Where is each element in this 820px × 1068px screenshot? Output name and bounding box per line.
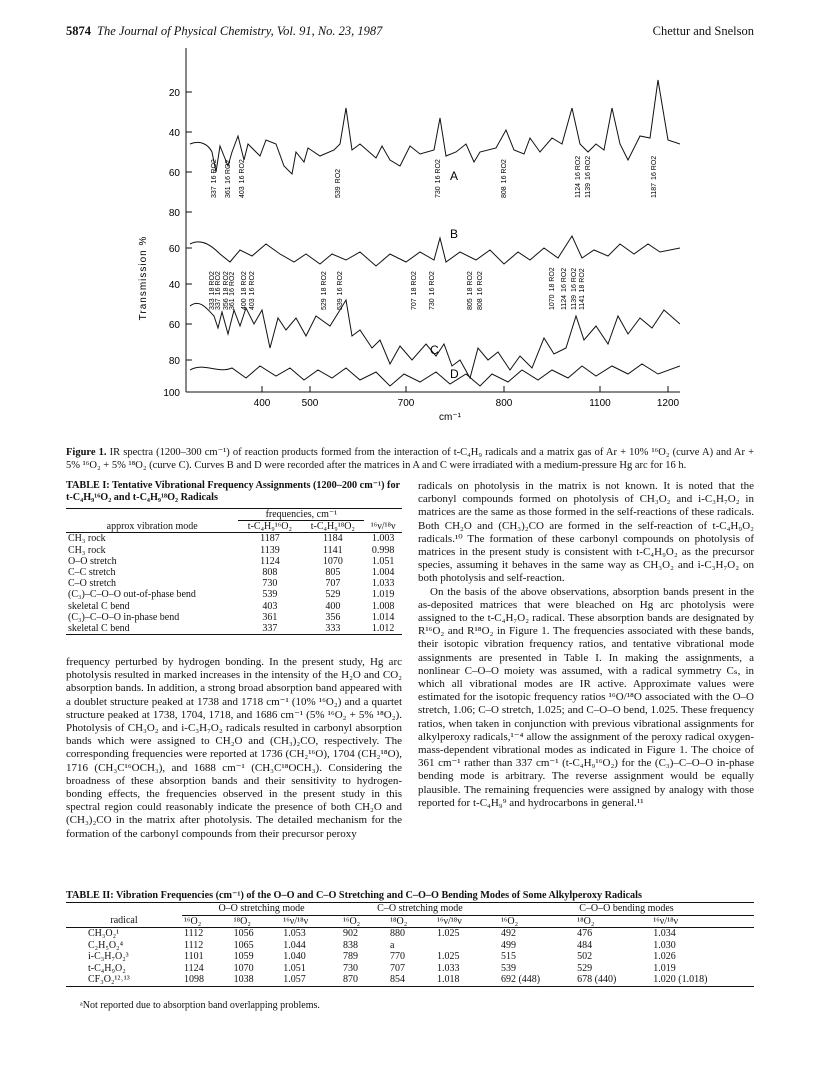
table1-cell-mode: CH₃ rock bbox=[68, 533, 106, 545]
table2-group-coo: C–O–O bending modes bbox=[499, 903, 754, 916]
table2-cell: 692 (448) bbox=[500, 974, 541, 985]
peak-wavenumber: 361 bbox=[225, 186, 232, 198]
page-number: 5874 bbox=[66, 24, 91, 38]
table-row bbox=[66, 974, 754, 986]
peak-wavenumber: 529 bbox=[321, 298, 328, 310]
table2-cell: 707 bbox=[389, 962, 405, 974]
peak-wavenumber: 707 bbox=[411, 298, 418, 310]
curve-label-c: C bbox=[430, 343, 439, 357]
peak-species: 16 RO2 bbox=[585, 155, 592, 180]
table-row bbox=[66, 601, 402, 612]
table2-cell: 880 bbox=[389, 928, 405, 939]
table1-cell-ratio: 1.004 bbox=[371, 567, 395, 579]
curve-label-a: A bbox=[450, 169, 459, 183]
table2-cell: 476 bbox=[577, 928, 593, 939]
peak-wavenumber: 361 bbox=[229, 298, 236, 310]
y-tick-label: 100 bbox=[163, 388, 180, 399]
table2-cell: 730 bbox=[342, 962, 358, 974]
table2-cell: 539 bbox=[500, 962, 516, 974]
table2-cell: 1.025 bbox=[437, 928, 460, 939]
peak-species: 16 RO2 bbox=[229, 271, 236, 296]
peak-species: 18 RO2 bbox=[411, 271, 418, 296]
peak-wavenumber: 1124 bbox=[561, 294, 568, 310]
table2-cell-radical: CF₃O₂¹²˒¹³ bbox=[88, 974, 130, 985]
table1-cell-mode: skeletal C bend bbox=[68, 600, 130, 612]
table2-cell: 529 bbox=[577, 962, 593, 974]
table1-cell-mode: C–O stretch bbox=[68, 578, 117, 590]
table-row bbox=[66, 928, 754, 940]
peak-wavenumber: 539 bbox=[337, 298, 344, 310]
table2-cell: 499 bbox=[500, 939, 516, 951]
table-row bbox=[66, 578, 402, 589]
peak-label bbox=[321, 271, 328, 310]
table2-cell: 1.025 bbox=[437, 951, 460, 962]
table2-group-oo: O–O stretching mode bbox=[182, 903, 341, 916]
peak-species: RO2 bbox=[335, 168, 342, 184]
table1-cell-f16: 1124 bbox=[260, 555, 280, 567]
peak-species: 16 RO2 bbox=[211, 159, 218, 184]
table2-cell: 1065 bbox=[233, 939, 254, 951]
table2-cell: 1112 bbox=[184, 939, 204, 951]
table2-caption: TABLE II: Vibration Frequencies (cm⁻¹) of the O–O and C–O Stretching and C–O–O Bending Modes of Some Alkylperoxy Radicals bbox=[66, 890, 642, 901]
table2-cell: 678 (440) bbox=[577, 974, 617, 985]
table1-cell-f16: 1139 bbox=[260, 544, 280, 556]
peak-wavenumber: 1139 bbox=[571, 294, 578, 310]
table2-subcol: ¹⁶ν/¹⁸ν bbox=[437, 915, 462, 927]
peak-label bbox=[477, 271, 484, 310]
peak-wavenumber: 1139 bbox=[585, 182, 592, 198]
table-row bbox=[66, 556, 402, 567]
figure-caption bbox=[66, 447, 754, 472]
y-tick-label: 80 bbox=[168, 208, 180, 219]
table1-col-mode: approx vibration mode bbox=[106, 520, 198, 532]
peak-species: 18 RO2 bbox=[241, 271, 248, 296]
y-tick-label: 40 bbox=[168, 128, 180, 139]
table1-cell-f18: 1184 bbox=[323, 533, 343, 545]
table2-cell: 1.034 bbox=[653, 928, 676, 939]
table1-col-16: t-C₄H₉¹⁶O₂ bbox=[247, 521, 292, 533]
table2-body bbox=[66, 928, 754, 987]
table2-cell: 1059 bbox=[233, 951, 254, 962]
table2-subcol: ¹⁶O₂ bbox=[342, 915, 361, 927]
table2-subheader bbox=[66, 915, 754, 928]
peak-label bbox=[225, 160, 232, 198]
y-axis-label: Transmission % bbox=[138, 235, 149, 321]
x-axis-label: cm⁻¹ bbox=[439, 412, 461, 423]
peak-label bbox=[229, 272, 236, 310]
x-tick-label: 500 bbox=[301, 398, 319, 409]
peak-label bbox=[337, 271, 344, 310]
table2-cell: 1.057 bbox=[283, 974, 306, 985]
header-left bbox=[66, 24, 382, 39]
table1-cell-ratio: 1.008 bbox=[371, 600, 395, 612]
peak-wavenumber: 730 bbox=[435, 186, 442, 198]
y-tick-label: 20 bbox=[168, 88, 180, 99]
y-ticks bbox=[163, 88, 192, 399]
table1-col-ratio-spacer bbox=[364, 509, 402, 521]
peak-species: 16 RO2 bbox=[575, 155, 582, 180]
peak-labels-lower bbox=[209, 267, 586, 310]
table2-cell: 1.019 bbox=[653, 962, 676, 974]
table1-cell-ratio: 1.003 bbox=[371, 533, 395, 545]
peak-species: 16 RO2 bbox=[561, 267, 568, 292]
table2-cell: 1.053 bbox=[283, 928, 306, 939]
table2-cell: 1.026 bbox=[653, 951, 676, 962]
peak-wavenumber: 1070 bbox=[549, 294, 556, 310]
table1-col-group: frequencies, cm⁻¹ bbox=[238, 509, 364, 521]
table1-caption: TABLE I: Tentative Vibrational Frequency Assignments (1200–200 cm⁻¹) for t-C₄H₉¹⁶O₂ and t-C₄H₉¹⁸O₂ Radicals bbox=[66, 480, 400, 503]
curve-label-b: B bbox=[450, 227, 459, 241]
peak-species: 16 RO2 bbox=[337, 271, 344, 296]
x-tick-label: 1100 bbox=[589, 398, 611, 409]
table1-cell-f18: 333 bbox=[325, 623, 341, 635]
curve-c bbox=[190, 300, 680, 378]
peak-label bbox=[467, 271, 474, 310]
table1-cell-ratio: 1.051 bbox=[371, 555, 395, 567]
table1-cell-f18: 356 bbox=[325, 611, 341, 623]
y-tick-label: 60 bbox=[168, 320, 180, 331]
peak-species: 18 RO2 bbox=[579, 268, 586, 293]
peak-wavenumber: 356 bbox=[223, 298, 230, 310]
peak-species: 16 RO2 bbox=[225, 159, 232, 184]
peak-species: 18 RO2 bbox=[549, 267, 556, 292]
table1-col-mode-spacer bbox=[66, 509, 238, 521]
peak-label bbox=[215, 271, 222, 310]
figure-caption-label: Figure 1. bbox=[66, 447, 107, 458]
peak-species: 16 RO2 bbox=[477, 271, 484, 296]
peak-species: 18 RO2 bbox=[321, 271, 328, 296]
page-header bbox=[66, 24, 754, 42]
table2-cell: 770 bbox=[389, 951, 405, 962]
peak-wavenumber: 403 bbox=[239, 186, 246, 198]
table1-cell-f16: 539 bbox=[262, 589, 278, 601]
peak-species: 16 RO2 bbox=[501, 159, 508, 184]
peak-label bbox=[585, 156, 592, 198]
ir-spectrum-figure bbox=[120, 48, 680, 440]
peak-wavenumber: 333 bbox=[209, 298, 216, 310]
table2-cell-radical: CH₃O₂¹ bbox=[88, 928, 120, 939]
table1-cell-ratio: 0.998 bbox=[371, 544, 395, 556]
peak-labels-upper bbox=[211, 156, 658, 198]
y-tick-label: 80 bbox=[168, 356, 180, 367]
peak-wavenumber: 400 bbox=[241, 298, 248, 310]
table-row bbox=[66, 545, 402, 556]
peak-wavenumber: 1124 bbox=[575, 182, 582, 198]
y-tick-label: 60 bbox=[168, 244, 180, 255]
peak-species: 16 RO2 bbox=[215, 271, 222, 296]
table1-cell-mode: C–C stretch bbox=[68, 567, 116, 579]
table1-cell-mode: (C₃)–C–O–O in-phase bend bbox=[68, 611, 180, 623]
table1-col-18: t-C₄H₉¹⁸O₂ bbox=[310, 521, 355, 533]
table2-col-radical: radical bbox=[110, 915, 138, 927]
table2-cell: 1098 bbox=[184, 974, 205, 985]
peak-wavenumber: 1141 bbox=[579, 295, 586, 310]
table2-subcol: ¹⁶O₂ bbox=[500, 915, 519, 927]
peak-label bbox=[211, 159, 218, 198]
peak-label bbox=[239, 159, 246, 198]
table2-subcol: ¹⁶ν/¹⁸ν bbox=[653, 915, 679, 927]
table2-cell: 870 bbox=[342, 974, 358, 985]
table2-cell: 1101 bbox=[184, 951, 204, 962]
table-row bbox=[66, 940, 754, 952]
table1-cell-f16: 403 bbox=[262, 600, 278, 612]
peak-label bbox=[435, 159, 442, 198]
table1-cell-f18: 1141 bbox=[323, 544, 343, 556]
peak-wavenumber: 337 bbox=[215, 298, 222, 310]
figure-caption-text: IR spectra (1200–300 cm⁻¹) of reaction products formed from the interaction of t-C₄H₉ radicals and a matrix gas of Ar + 10% ¹⁶O₂ (curve A) and Ar + 5% ¹⁶O₂ + 5% ¹⁸O₂ (curve C). Curves B and D were recorded after the matrices in A and C were irradiated with a medium-pressure Hg arc for 16 h. bbox=[66, 447, 754, 471]
table-row bbox=[66, 951, 754, 963]
table2-subcol: ¹⁸O₂ bbox=[389, 915, 408, 927]
peak-label bbox=[549, 267, 556, 310]
table2-cell: 1070 bbox=[233, 962, 254, 974]
table1-cell-f18: 707 bbox=[325, 578, 341, 590]
x-tick-label: 400 bbox=[253, 398, 271, 409]
table2 bbox=[66, 902, 754, 987]
peak-label bbox=[575, 156, 582, 198]
spectrum-curves bbox=[190, 80, 680, 386]
table2-cell: 1038 bbox=[233, 974, 254, 985]
table1-cell-f16: 361 bbox=[262, 611, 278, 623]
left-column-text bbox=[66, 656, 402, 841]
table1-cell-ratio: 1.012 bbox=[371, 623, 395, 635]
peak-label bbox=[335, 169, 342, 198]
peak-wavenumber: 403 bbox=[249, 298, 256, 310]
peak-label bbox=[411, 271, 418, 310]
peak-label bbox=[249, 271, 256, 310]
curve-b bbox=[190, 236, 680, 266]
table2-cell: 1056 bbox=[233, 928, 254, 939]
left-paragraph: frequency perturbed by hydrogen bonding. In the present study, Hg arc photolysis resulted in marked increases in the intensity of the H₂O and CO₂ absorption bands. In addition, a strong broad absorption band appeared with a doublet structure peaked at 1738 and 1718 cm⁻¹ (10% ¹⁶O₂) and a quartet structure peaked at 1738, 1704, 1718, and 1686 cm⁻¹ (5% ¹⁶O₂ + 5% ¹⁸O₂). Photolysis of CH₃O₂ and i-C₃H₇O₂ radicals resulted in carbonyl absorption bands which were assigned to CH₂O and (CH₃)₂CO, respectively. The corresponding frequencies were reported at 1736 (CH₂¹⁶O), 1704 (CH₂¹⁸O), 1716 (CH₃C¹⁶OCH₃), and 1688 cm⁻¹ (CH₃C¹⁸OCH₃). Considering the broadness of these absorption bands and their sensitivity to hydrogen-bonding effects, the frequencies observed in the present study in this spectral region could reasonably indicate the presence of both CH₂O and (CH₃)₂CO in the matrix after photolysis. The detailed mechanism for the formation of the carbonyl compounds from their precursor peroxy bbox=[66, 656, 402, 840]
table2-cell: 1.044 bbox=[283, 939, 306, 951]
table-row bbox=[66, 963, 754, 975]
table1-cell-mode: skeletal C bend bbox=[68, 623, 130, 635]
table2-cell: 1112 bbox=[184, 928, 204, 939]
peak-species: 16 RO2 bbox=[429, 271, 436, 296]
table1-cell-f18: 1070 bbox=[322, 555, 343, 567]
peak-label bbox=[571, 268, 578, 310]
peak-species: 18 RO2 bbox=[223, 271, 230, 296]
y-tick-label: 40 bbox=[168, 280, 180, 291]
table2-cell: 854 bbox=[389, 974, 405, 985]
table1-cell-f16: 337 bbox=[262, 623, 278, 635]
peak-wavenumber: 808 bbox=[477, 298, 484, 310]
table1-cell-ratio: 1.014 bbox=[371, 611, 395, 623]
table2-cell bbox=[435, 940, 499, 952]
curve-label-d: D bbox=[450, 367, 459, 381]
peak-species: 16 RO2 bbox=[249, 271, 256, 296]
peak-species: 16 RO2 bbox=[571, 267, 578, 292]
peak-species: 16 RO2 bbox=[239, 159, 246, 184]
table2-cell: 1.030 bbox=[653, 939, 676, 951]
table2-cell: 1.020 (1.018) bbox=[653, 974, 708, 985]
table2-subcol: ¹⁶ν/¹⁸ν bbox=[283, 915, 309, 927]
peak-wavenumber: 337 bbox=[211, 186, 218, 198]
curve-d bbox=[190, 364, 680, 386]
peak-wavenumber: 1187 bbox=[651, 182, 658, 198]
table2-cell: 838 bbox=[342, 939, 358, 951]
table1-cell-ratio: 1.033 bbox=[371, 578, 395, 590]
table1-col-ratio: ¹⁶ν/¹⁸ν bbox=[370, 520, 396, 532]
peak-wavenumber: 539 bbox=[335, 186, 342, 198]
right-paragraph-2: On the basis of the above observations, absorption bands present in the as-deposited matrices that were bleached on Hg arc photolysis were assigned to the t-C₄H₇O₂ radical. These absorption bands are designated by R¹⁶O₂ and R¹⁸O₂ in Figure 1. The frequencies associated with these bands, their isotopic vibration frequency ratios, and tentative vibrational mode assignments are presented in Table I. In making the assignments, a nonlinear C–O–O moiety was assumed, with a radical symmetry Cₛ, in which all vibrational modes are IR active. Approximate values were estimated for the isotopic frequency ratios ¹⁶O/¹⁸O associated with the O–O stretch, 1.06; C–O stretch, 1.025; and C–O–O bend, 1.025. These frequency ratios, when taken in conjunction with previous vibrational assignments for alkylperoxy radicals,¹⁻⁴ allow the assignment of the peroxy radical oxygen-mass-dependent vibrational modes as indicated in Figure 1. The choice of 361 cm⁻¹ rather than 337 cm⁻¹ (t-C₄H₉¹⁶O₂) for the (C₃)–C–O–O in-phase bending mode is arbitrary. The reverse assignment would be equally plausible. The remaining frequencies were assigned by analogy with those reported for t-C₄H₉⁹ and hydrocarbons in general.¹¹ bbox=[418, 585, 754, 809]
table-row bbox=[66, 612, 402, 623]
right-paragraph-1: radicals on photolysis in the matrix is not known. It is noted that the carbonyl compounds formed on photolysis of CH₃O₂ and i-C₃H₇O₂ in matrices are the same as those formed in the self-reactions of these radicals. Both CH₂O and (CH₃)₂CO are formed in the self-reaction of t-C₄H₉O₂ radicals.¹⁰ The formation of these carbonyl compounds on photolysis of matrices in the present study is consistent with t-C₄H₉O₂ as the precursor species, assuming it behaves in the same way as CH₃O₂ and i-C₃H₇O₂ on both photolysis and self-reaction. bbox=[418, 480, 754, 585]
peak-species: 16 RO2 bbox=[651, 155, 658, 180]
peak-label bbox=[651, 156, 658, 198]
peak-species: 18 RO2 bbox=[209, 271, 216, 296]
table1-cell-f18: 805 bbox=[325, 567, 341, 579]
table2-cell: 1124 bbox=[184, 962, 204, 974]
table2-radical-spacer bbox=[66, 903, 182, 916]
peak-label bbox=[429, 271, 436, 310]
y-tick-label: 60 bbox=[168, 168, 180, 179]
table1-cell-f18: 529 bbox=[325, 589, 341, 601]
table2-cell: 789 bbox=[342, 951, 358, 962]
journal-name: The Journal of Physical Chemistry, Vol. 91, No. 23, 1987 bbox=[97, 24, 383, 38]
table2-cell-radical: t-C₄H₉O₂ bbox=[88, 962, 126, 974]
table2-cell: 492 bbox=[500, 928, 516, 939]
table1-body bbox=[66, 533, 402, 635]
table2-subcol: ¹⁸O₂ bbox=[233, 915, 251, 927]
peak-label bbox=[241, 271, 248, 310]
table1-cell-ratio: 1.019 bbox=[371, 589, 395, 601]
peak-species: 16 RO2 bbox=[435, 159, 442, 184]
peak-species: 18 RO2 bbox=[467, 271, 474, 296]
table2-subcol: ¹⁶O₂ bbox=[184, 915, 202, 927]
table2-cell-radical: i-C₃H₇O₂³ bbox=[88, 951, 129, 962]
peak-label bbox=[561, 268, 568, 310]
table1-cell-mode: O–O stretch bbox=[68, 555, 117, 567]
peak-wavenumber: 808 bbox=[501, 186, 508, 198]
peak-wavenumber: 730 bbox=[429, 298, 436, 310]
table-row bbox=[66, 623, 402, 635]
table2-subcol: ¹⁸O₂ bbox=[577, 915, 595, 927]
x-tick-label: 700 bbox=[397, 398, 415, 409]
table-row bbox=[66, 567, 402, 578]
table2-cell: 484 bbox=[577, 939, 593, 951]
table1-cell-mode: CH₃ rock bbox=[68, 544, 106, 556]
peak-label bbox=[579, 268, 586, 310]
table-row bbox=[66, 533, 402, 545]
x-tick-label: 800 bbox=[495, 398, 513, 409]
table1-cell-f16: 730 bbox=[262, 578, 278, 590]
table2-cell: 1.040 bbox=[283, 951, 306, 962]
table2-cell: 902 bbox=[342, 928, 358, 939]
peak-wavenumber: 805 bbox=[467, 298, 474, 310]
table2-cell: 1.051 bbox=[283, 962, 306, 974]
table1-cell-f16: 808 bbox=[262, 567, 278, 579]
table-row bbox=[66, 589, 402, 600]
table1 bbox=[66, 508, 402, 635]
table2-cell: 1.033 bbox=[437, 962, 460, 974]
table1-cell-mode: (C₃)–C–O–O out-of-phase bend bbox=[68, 589, 196, 601]
table2-cell: 502 bbox=[577, 951, 593, 962]
table2-cell: 1.018 bbox=[437, 974, 460, 985]
table2-group-co: C–O stretching mode bbox=[341, 903, 499, 916]
peak-label bbox=[501, 159, 508, 198]
right-column-text bbox=[418, 480, 754, 810]
x-ticks bbox=[254, 386, 680, 409]
table2-cell-radical: C₂H₅O₂⁴ bbox=[88, 939, 124, 951]
table2-footnote: ᵃNot reported due to absorption band overlapping problems. bbox=[80, 1000, 320, 1011]
table1-cell-f18: 400 bbox=[325, 600, 341, 612]
header-authors: Chettur and Snelson bbox=[652, 24, 754, 38]
x-tick-label: 1200 bbox=[656, 398, 680, 409]
table1-cell-f16: 1187 bbox=[260, 533, 280, 545]
table2-cell: 515 bbox=[500, 951, 516, 962]
table2-cell: a bbox=[389, 939, 395, 951]
